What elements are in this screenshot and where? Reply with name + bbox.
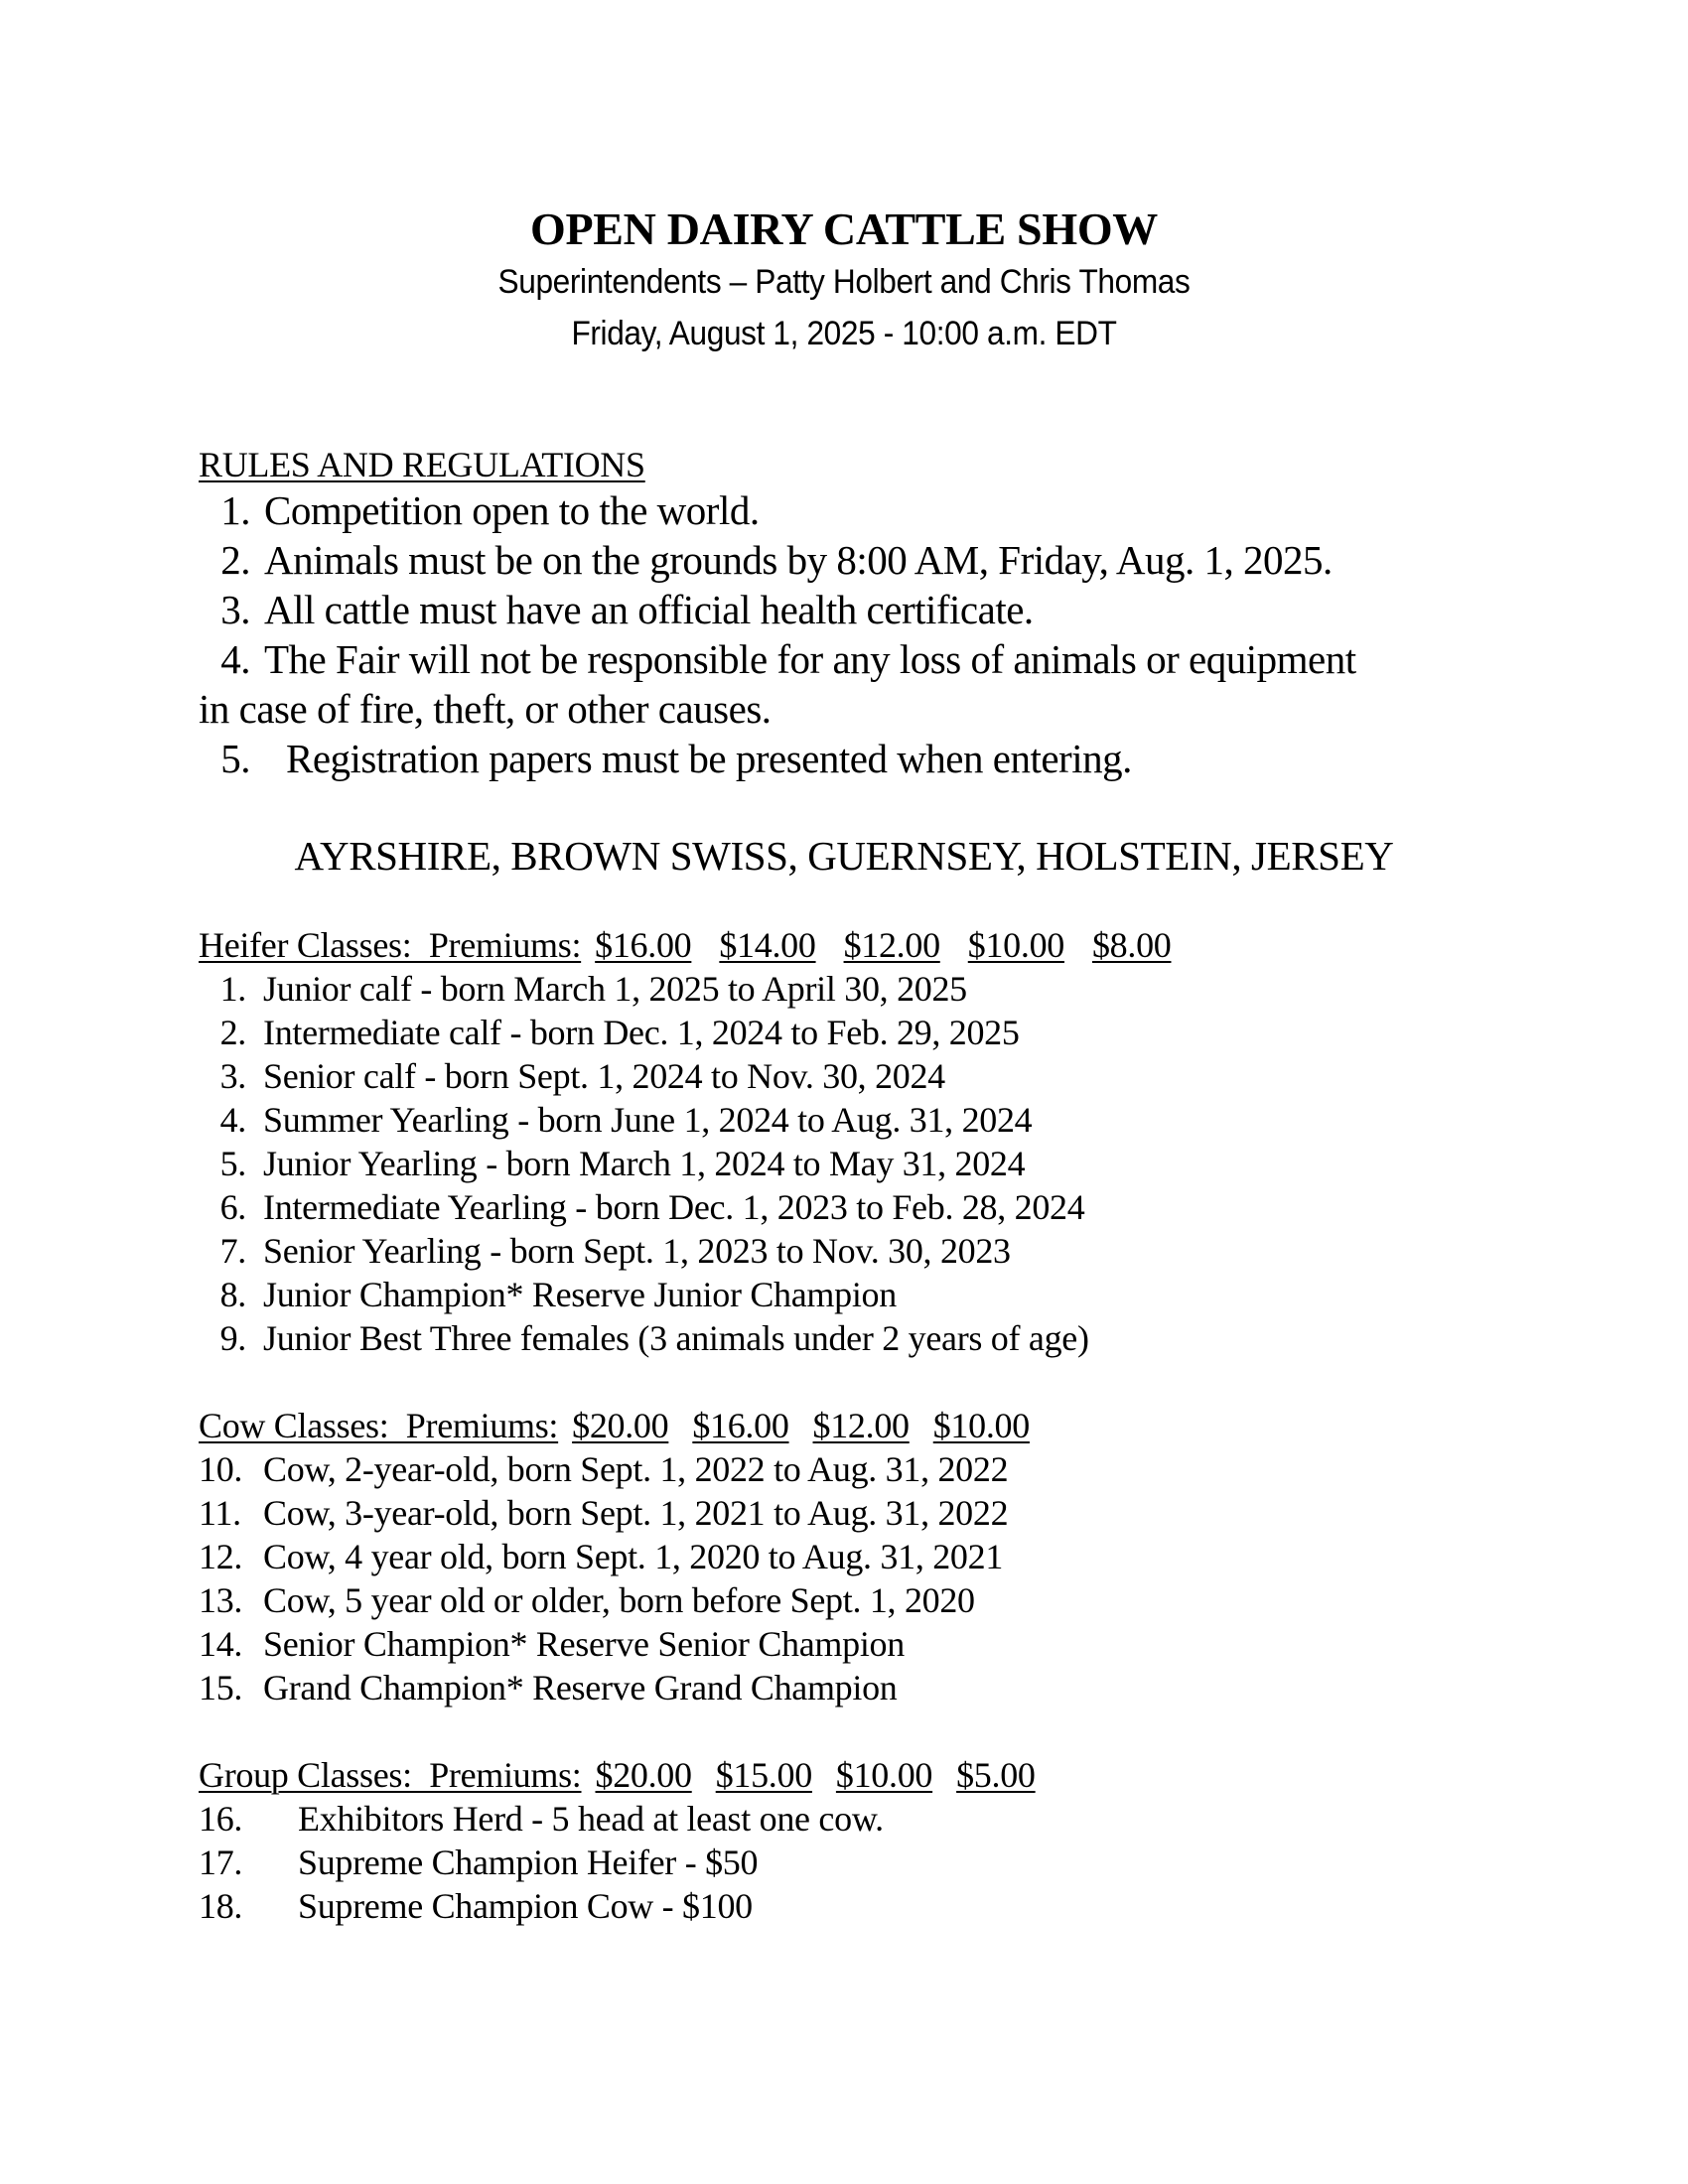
- heifer-classes-header: [199, 923, 1171, 967]
- premium-2: $14.00: [719, 925, 816, 965]
- rule-number: 3.: [220, 587, 250, 632]
- class-text: Exhibitors Herd - 5 head at least one cow.: [298, 1799, 884, 1839]
- class-number: 5.: [219, 1144, 246, 1183]
- class-number: 6.: [219, 1187, 246, 1227]
- class-item: [199, 1884, 753, 1928]
- rule-item: [199, 635, 1356, 683]
- rule-number: 5.: [220, 736, 250, 781]
- class-item: [199, 1535, 1003, 1578]
- class-text: Senior Champion* Reserve Senior Champion: [263, 1624, 905, 1664]
- class-item: [199, 1622, 905, 1666]
- premium-4: $10.00: [932, 1406, 1030, 1445]
- class-number: 7.: [219, 1231, 246, 1271]
- class-item: [199, 1054, 945, 1098]
- premium-1: $20.00: [572, 1406, 669, 1445]
- class-text: Supreme Champion Heifer - $50: [298, 1843, 759, 1882]
- class-item: [199, 1098, 1032, 1142]
- class-item: [199, 1447, 1008, 1491]
- class-number: 8.: [219, 1275, 246, 1314]
- rule-item: [199, 735, 1132, 782]
- premium-4: $10.00: [967, 925, 1064, 965]
- class-text: Intermediate calf - born Dec. 1, 2024 to Feb. 29, 2025: [263, 1013, 1020, 1052]
- class-number: 11.: [199, 1493, 241, 1533]
- class-text: Cow, 3-year-old, born Sept. 1, 2021 to Aug. 31, 2022: [263, 1493, 1009, 1533]
- rule-text: The Fair will not be responsible for any loss of animals or equipment: [264, 636, 1356, 682]
- show-datetime: Friday, August 1, 2025 - 10:00 a.m. EDT: [571, 315, 1117, 352]
- cow-classes-header: [199, 1404, 1030, 1447]
- premium-2: $16.00: [692, 1406, 789, 1445]
- class-item: [199, 1666, 897, 1709]
- class-text: Junior Best Three females (3 animals under 2 years of age): [263, 1318, 1089, 1358]
- rule-text: All cattle must have an official health certificate.: [264, 587, 1034, 632]
- premium-3: $12.00: [843, 925, 940, 965]
- class-number: 10.: [199, 1449, 243, 1489]
- class-text: Cow, 4 year old, born Sept. 1, 2020 to Aug. 31, 2021: [263, 1537, 1004, 1576]
- class-item: [199, 1142, 1025, 1185]
- premium-4: $5.00: [956, 1755, 1036, 1795]
- group-classes-label: Group Classes: Premiums:: [199, 1755, 582, 1795]
- class-text: Cow, 2-year-old, born Sept. 1, 2022 to Aug. 31, 2022: [263, 1449, 1009, 1489]
- premium-1: $16.00: [595, 925, 692, 965]
- class-text: Supreme Champion Cow - $100: [298, 1886, 753, 1926]
- rule-text: Registration papers must be presented when entering.: [286, 736, 1132, 781]
- class-number: 15.: [199, 1668, 243, 1707]
- rule-item: [199, 586, 1034, 633]
- rule-text: Competition open to the world.: [264, 487, 760, 533]
- class-item: [199, 967, 967, 1011]
- class-text: Junior calf - born March 1, 2025 to April 30, 2025: [263, 969, 967, 1009]
- class-item: [199, 1316, 1089, 1360]
- premium-1: $20.00: [595, 1755, 692, 1795]
- class-number: 9.: [219, 1318, 246, 1358]
- rule-number: 2.: [220, 537, 250, 583]
- class-text: Grand Champion* Reserve Grand Champion: [263, 1668, 898, 1707]
- class-number: 16.: [199, 1799, 243, 1839]
- superintendents-line: Superintendents – Patty Holbert and Chris Thomas: [497, 263, 1191, 301]
- heifer-classes-label: Heifer Classes: Premiums:: [199, 925, 582, 965]
- premium-3: $12.00: [812, 1406, 910, 1445]
- class-text: Intermediate Yearling - born Dec. 1, 2023 to Feb. 28, 2024: [263, 1187, 1085, 1227]
- rules-heading: RULES AND REGULATIONS: [199, 445, 645, 484]
- class-number: 3.: [219, 1056, 246, 1096]
- breeds-heading: AYRSHIRE, BROWN SWISS, GUERNSEY, HOLSTEIN, JERSEY: [294, 833, 1394, 879]
- premium-3: $10.00: [835, 1755, 933, 1795]
- class-text: Cow, 5 year old or older, born before Sept. 1, 2020: [263, 1580, 975, 1620]
- class-item: [199, 1797, 884, 1841]
- class-number: 17.: [199, 1843, 243, 1882]
- class-text: Senior calf - born Sept. 1, 2024 to Nov. 30, 2024: [263, 1056, 945, 1096]
- premium-2: $15.00: [715, 1755, 812, 1795]
- rule-item-continuation: in case of fire, theft, or other causes.: [199, 686, 772, 732]
- class-text: Summer Yearling - born June 1, 2024 to Aug. 31, 2024: [263, 1100, 1033, 1140]
- class-item: [199, 1011, 1020, 1054]
- page-title: OPEN DAIRY CATTLE SHOW: [529, 204, 1159, 254]
- class-text: Senior Yearling - born Sept. 1, 2023 to Nov. 30, 2023: [263, 1231, 1011, 1271]
- rule-item: [199, 486, 760, 534]
- class-text: Junior Champion* Reserve Junior Champion: [263, 1275, 897, 1314]
- class-number: 1.: [219, 969, 246, 1009]
- rule-item: [199, 536, 1333, 584]
- rule-number: 4.: [220, 636, 250, 682]
- class-number: 18.: [199, 1886, 243, 1926]
- rule-number: 1.: [220, 487, 250, 533]
- class-number: 2.: [219, 1013, 246, 1052]
- class-item: [199, 1491, 1008, 1535]
- cow-classes-label: Cow Classes: Premiums:: [199, 1406, 559, 1445]
- class-number: 12.: [199, 1537, 243, 1576]
- class-item: [199, 1229, 1011, 1273]
- class-text: Junior Yearling - born March 1, 2024 to May 31, 2024: [263, 1144, 1026, 1183]
- premium-5: $8.00: [1091, 925, 1172, 965]
- group-classes-header: [199, 1753, 1036, 1797]
- class-item: [199, 1185, 1084, 1229]
- class-item: [199, 1578, 975, 1622]
- class-number: 14.: [199, 1624, 243, 1664]
- rule-text: Animals must be on the grounds by 8:00 AM, Friday, Aug. 1, 2025.: [264, 537, 1333, 583]
- class-number: 4.: [219, 1100, 246, 1140]
- class-item: [199, 1273, 897, 1316]
- class-item: [199, 1841, 758, 1884]
- class-number: 13.: [199, 1580, 243, 1620]
